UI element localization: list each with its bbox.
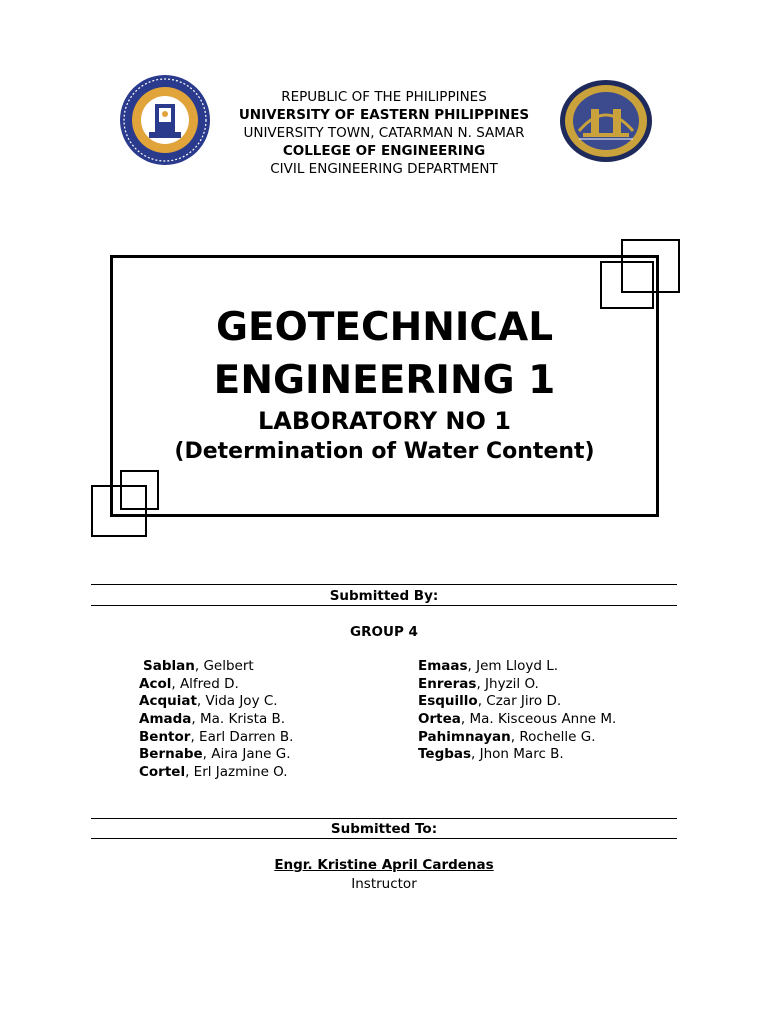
- header-university: UNIVERSITY OF EASTERN PHILIPPINES: [238, 107, 530, 123]
- member-row: [418, 676, 616, 694]
- member-surname: Acol: [139, 675, 172, 692]
- member-surname: Cortel: [139, 764, 186, 781]
- college-seal-icon: [559, 79, 653, 163]
- member-row: [418, 658, 616, 676]
- instructor-name: Engr. Kristine April Cardenas: [274, 857, 494, 873]
- submitted-by-label: Submitted By:: [329, 588, 439, 604]
- member-given-name: , Erl Jazmine O.: [185, 764, 288, 781]
- member-row: [139, 746, 293, 764]
- member-row: [418, 729, 616, 747]
- title-subtitle: (Determination of Water Content): [174, 439, 595, 464]
- member-given-name: , Ma. Krista B.: [191, 711, 286, 728]
- member-surname: Ortea: [418, 711, 461, 728]
- divider-top-submitted-to: [91, 818, 677, 819]
- member-given-name: , Aira Jane G.: [202, 746, 291, 763]
- member-row: [139, 729, 293, 747]
- member-surname: Acquiat: [139, 693, 197, 710]
- member-given-name: , Vida Joy C.: [196, 693, 278, 710]
- member-row: [418, 693, 616, 711]
- member-row: [139, 764, 293, 782]
- member-given-name: , Jem Lloyd L.: [467, 658, 559, 674]
- title-engineering: ENGINEERING 1: [213, 358, 556, 403]
- member-surname: Emaas: [418, 658, 468, 674]
- university-seal-icon: [119, 74, 211, 166]
- divider-top-submitted-by: [91, 584, 677, 585]
- member-given-name: , Gelbert: [194, 658, 254, 674]
- member-surname: Bernabe: [139, 746, 203, 763]
- divider-bottom-submitted-to: [91, 838, 677, 839]
- header-college: COLLEGE OF ENGINEERING: [282, 143, 486, 159]
- member-surname: Bentor: [139, 728, 191, 745]
- header-republic: REPUBLIC OF THE PHILIPPINES: [281, 89, 487, 105]
- member-given-name: , Alfred D.: [171, 675, 239, 692]
- member-given-name: , Czar Jiro D.: [477, 693, 562, 710]
- member-given-name: , Jhon Marc B.: [471, 746, 564, 763]
- member-surname: Enreras: [418, 675, 477, 692]
- instructor-role: Instructor: [351, 876, 417, 892]
- submitted-to-label: Submitted To:: [330, 821, 438, 837]
- header-address: UNIVERSITY TOWN, CATARMAN N. SAMAR: [243, 125, 525, 141]
- college-seal-logo: [559, 79, 653, 163]
- members-right-column: [418, 658, 616, 764]
- group-label: GROUP 4: [350, 624, 418, 640]
- university-seal-logo: [119, 74, 211, 166]
- member-row: [139, 711, 293, 729]
- member-surname: Amada: [139, 711, 192, 728]
- members-left-column: [139, 658, 293, 782]
- title-geotechnical: GEOTECHNICAL: [215, 305, 554, 350]
- member-given-name: , Earl Darren B.: [190, 728, 294, 745]
- member-surname: Esquillo: [418, 693, 478, 710]
- member-surname: Pahimnayan: [418, 728, 511, 745]
- member-surname: Sablan: [143, 658, 195, 674]
- header-department: CIVIL ENGINEERING DEPARTMENT: [270, 161, 498, 177]
- institution-header: [200, 88, 568, 178]
- member-given-name: , Rochelle G.: [510, 728, 596, 745]
- title-laboratory-number: LABORATORY NO 1: [258, 407, 511, 435]
- member-row: [139, 693, 293, 711]
- member-row: [139, 676, 293, 694]
- member-given-name: , Ma. Kisceous Anne M.: [460, 711, 617, 728]
- member-row: [139, 658, 293, 676]
- member-surname: Tegbas: [418, 746, 472, 763]
- member-given-name: , Jhyzil O.: [476, 675, 539, 692]
- member-row: [418, 746, 616, 764]
- divider-bottom-submitted-by: [91, 605, 677, 606]
- member-row: [418, 711, 616, 729]
- decor-square-bl-outer: [91, 485, 147, 537]
